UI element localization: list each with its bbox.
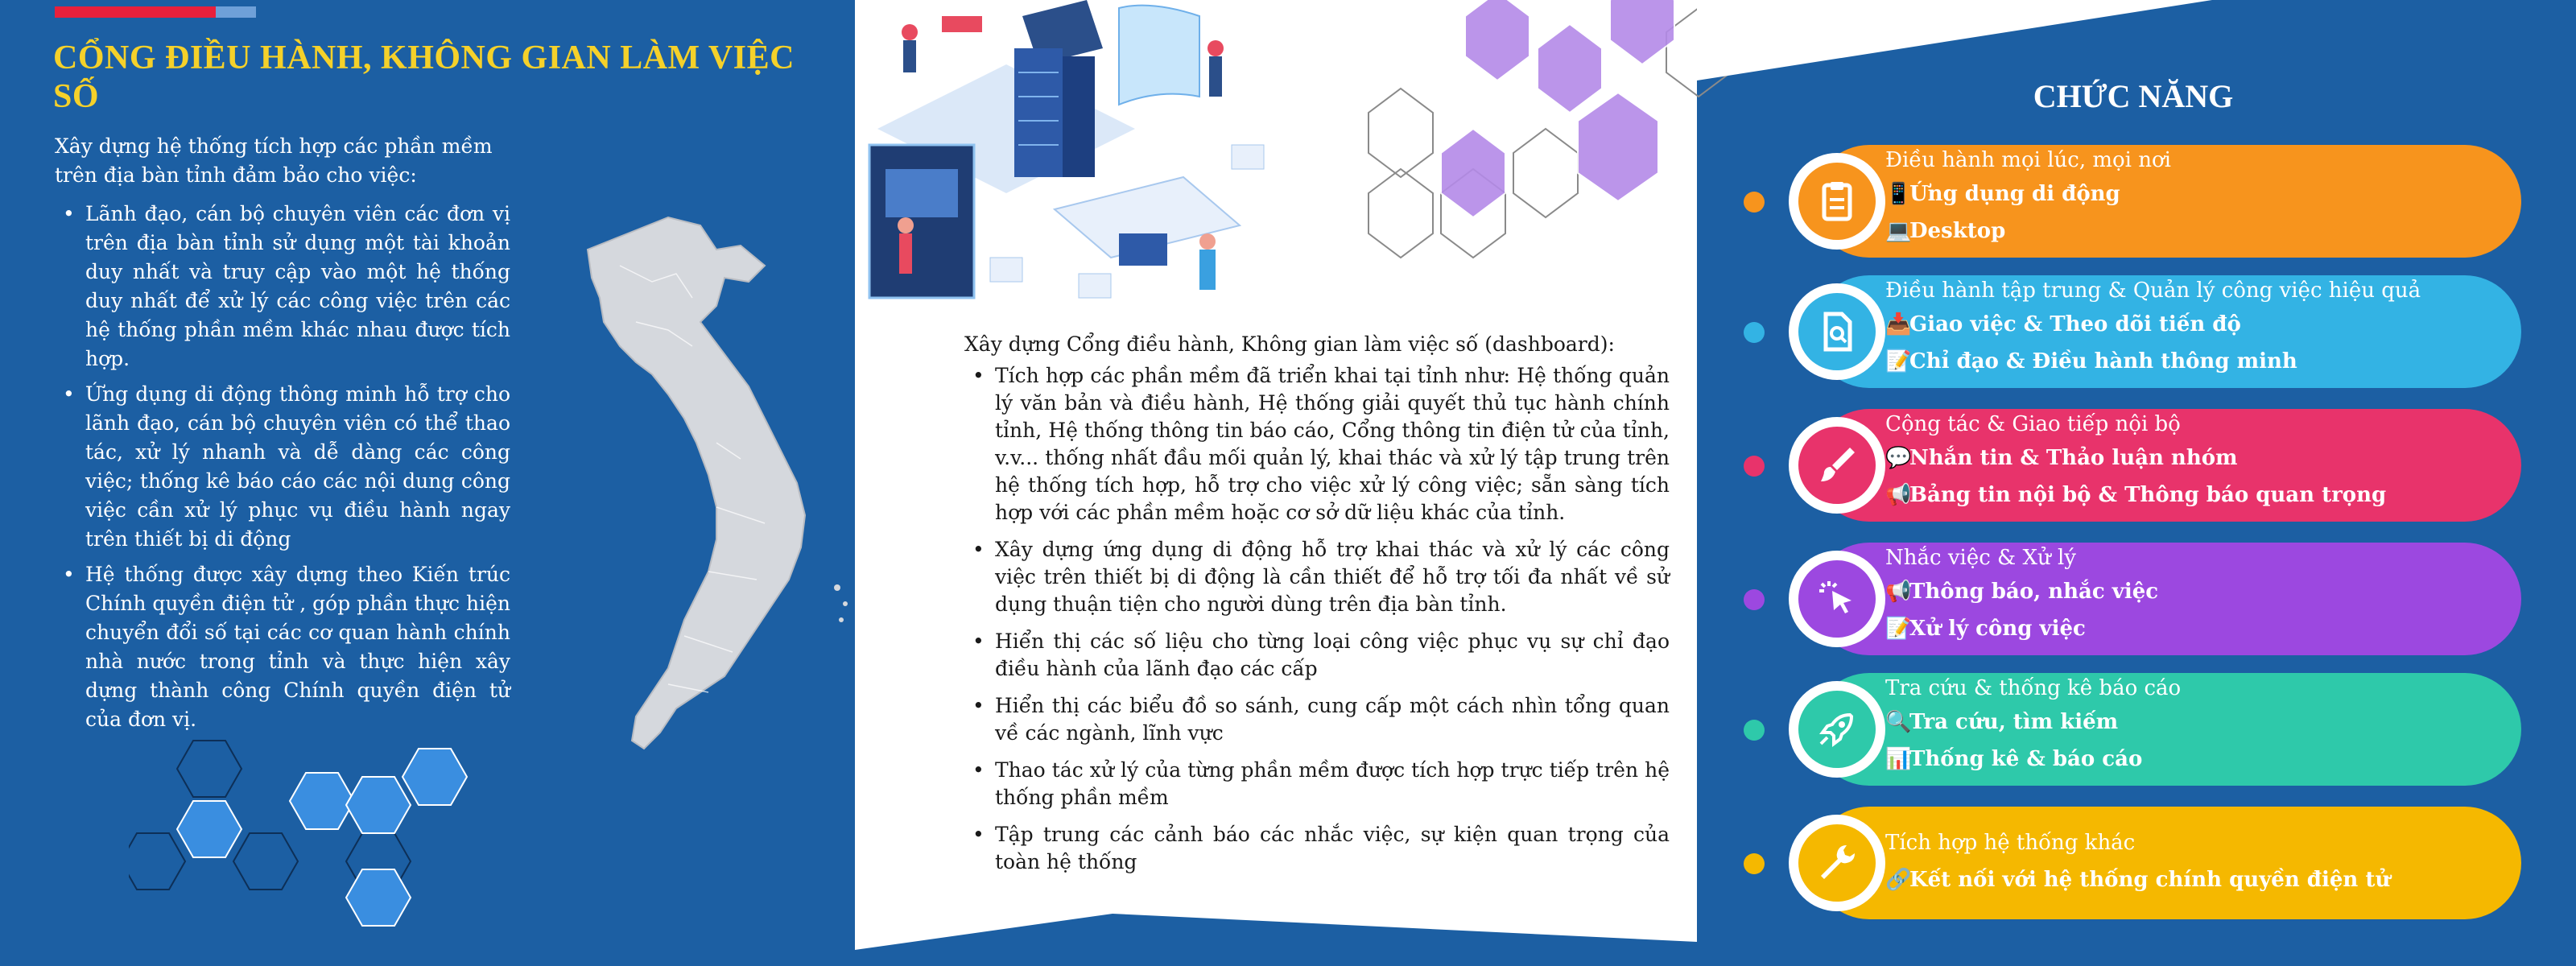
feature-card[interactable] xyxy=(1739,145,2528,258)
feature-card[interactable] xyxy=(1739,807,2528,919)
feature-dot xyxy=(1744,456,1765,477)
megaphone-icon: 📢 xyxy=(1885,483,1912,507)
feature-title: Tích hợp hệ thống khác xyxy=(1885,831,2136,855)
feature-title: Cộng tác & Giao tiếp nội bộ xyxy=(1885,412,2181,436)
middle-bullet: • Thao tác xử lý của từng phần mềm được tích hợp trực tiếp trên hệ thống phần mềm xyxy=(964,757,1670,811)
feature-icon-circle xyxy=(1789,417,1885,514)
feature-line: 📱Ứng dụng di động xyxy=(1885,182,2120,206)
feature-dot xyxy=(1744,853,1765,874)
middle-bullet: • Hiển thị các số liệu cho từng loại công việc phục vụ sự chỉ đạo điều hành của lãnh đạo các cấp xyxy=(964,628,1670,683)
wrench-icon xyxy=(1814,840,1860,886)
feature-icon-circle xyxy=(1789,283,1885,380)
brush-icon xyxy=(1814,443,1860,488)
feature-line: 🔍Tra cứu, tìm kiếm xyxy=(1885,710,2119,734)
document-search-icon xyxy=(1814,309,1860,354)
feature-title: Điều hành tập trung & Quản lý công việc hiệu quả xyxy=(1885,279,2421,303)
feature-title: Tra cứu & thống kê báo cáo xyxy=(1885,676,2182,700)
memo-icon: 📝 xyxy=(1885,349,1912,374)
middle-bullet-list xyxy=(964,362,1670,886)
feature-line: 📢Thông báo, nhắc việc xyxy=(1885,580,2159,604)
vietnam-map-illustration xyxy=(555,201,894,797)
feature-icon-circle xyxy=(1789,551,1885,647)
accent-bar xyxy=(55,6,216,18)
middle-bullet: • Tích hợp các phần mềm đã triển khai tại tỉnh như: Hệ thống quản lý văn bản và điều hành, Hệ thống giải quyết thủ tục hành chính tỉnh, Hệ thống thông tin báo cáo, Cổng thông tin điện tử của tỉnh, v.v... thống nhất đầu mối quản lý, khai thác và xử lý tập trung trên hệ thống tích hợp, hỗ trợ cho việc xử lý công việc; sẵn sàng tích hợp với các phần mềm hoặc cơ sở dữ liệu khác của tỉnh. xyxy=(964,362,1670,526)
feature-line: 🔗Kết nối với hệ thống chính quyền điện tử xyxy=(1885,868,2391,892)
mobile-phone-icon: 📱 xyxy=(1885,182,1912,206)
middle-bullet: • Hiển thị các biểu đồ so sánh, cung cấp một cách nhìn tổng quan về các ngành, lĩnh vực xyxy=(964,692,1670,747)
left-title: CỔNG ĐIỀU HÀNH, KHÔNG GIAN LÀM VIỆC SỐ xyxy=(53,39,795,115)
middle-bullet: • Xây dựng ứng dụng di động hỗ trợ khai thác và xử lý các công việc trên thiết bị di động là cần thiết để hỗ trợ tối đa nhất về sử dụng thuận tiện cho người dùng trên địa bàn tỉnh. xyxy=(964,536,1670,618)
speech-bubble-icon: 💬 xyxy=(1885,446,1912,470)
feature-line: 📢Bảng tin nội bộ & Thông báo quan trọng xyxy=(1885,483,2387,507)
hexagon-decoration xyxy=(129,724,612,934)
feature-line: 📝Xử lý công việc xyxy=(1885,617,2086,641)
feature-line: 📝Chỉ đạo & Điều hành thông minh xyxy=(1885,349,2297,374)
middle-intro: Xây dựng Cổng điều hành, Không gian làm việc số (dashboard): xyxy=(964,332,1615,356)
white-wedge-decoration xyxy=(1697,0,2576,80)
left-intro: Xây dựng hệ thống tích hợp các phần mềm trên địa bàn tỉnh đảm bảo cho việc: xyxy=(55,134,493,187)
feature-line: 💻Desktop xyxy=(1885,219,2006,243)
link-icon: 🔗 xyxy=(1885,868,1912,892)
features-title: CHỨC NĂNG xyxy=(2033,78,2234,114)
feature-title: Nhắc việc & Xử lý xyxy=(1885,546,2076,570)
middle-bullet: • Tập trung các cảnh báo các nhắc việc, sự kiện quan trọng của toàn hệ thống xyxy=(964,821,1670,876)
left-bullet-list xyxy=(55,200,510,741)
feature-line: 💬Nhắn tin & Thảo luận nhóm xyxy=(1885,446,2238,470)
clipboard-icon xyxy=(1814,179,1860,224)
left-bullet: • Lãnh đạo, cán bộ chuyên viên các đơn vị trên địa bàn tỉnh sử dụng một tài khoản duy nhất và truy cập vào một hệ thống duy nhất để xử lý các công việc trên các hệ thống phần mềm khác nhau được tích hợp. xyxy=(55,200,510,374)
feature-card[interactable] xyxy=(1739,275,2528,388)
feature-card[interactable] xyxy=(1739,409,2528,522)
left-bullet: • Ứng dụng di động thông minh hỗ trợ cho lãnh đạo, cán bộ chuyên viên có thể thao tác, xử lý nhanh và dễ dàng các công việc; thống kê báo cáo các nội dung công việc cần xử lý phục vụ điều hành ngay trên thiết bị di động xyxy=(55,380,510,554)
feature-icon-circle xyxy=(1789,153,1885,250)
cursor-click-icon xyxy=(1814,576,1860,621)
magnifier-icon: 🔍 xyxy=(1885,710,1912,734)
isometric-office-illustration xyxy=(861,0,1312,322)
feature-dot xyxy=(1744,720,1765,741)
megaphone-icon: 📢 xyxy=(1885,580,1912,604)
feature-line: 📊Thống kê & báo cáo xyxy=(1885,747,2143,771)
left-bullet: • Hệ thống được xây dựng theo Kiến trúc Chính quyền điện tử , góp phần thực hiện chuyển đổi số tại các cơ quan hành chính nhà nước trong tỉnh và thực hiện xây dựng thành công Chính quyền điện tử của đơn vị. xyxy=(55,560,510,734)
feature-pill xyxy=(1813,807,2521,919)
memo-icon: 📝 xyxy=(1885,617,1912,641)
inbox-icon: 📥 xyxy=(1885,312,1912,336)
feature-dot xyxy=(1744,322,1765,343)
feature-dot xyxy=(1744,192,1765,213)
bar-chart-icon: 📊 xyxy=(1885,747,1912,771)
feature-card[interactable] xyxy=(1739,673,2528,786)
feature-line: 📥Giao việc & Theo dõi tiến độ xyxy=(1885,312,2241,336)
laptop-icon: 💻 xyxy=(1885,219,1912,243)
feature-title: Điều hành mọi lúc, mọi nơi xyxy=(1885,148,2171,172)
rocket-icon xyxy=(1814,707,1860,752)
feature-dot xyxy=(1744,589,1765,610)
accent-bar-secondary xyxy=(216,6,256,18)
feature-card[interactable] xyxy=(1739,543,2528,655)
feature-icon-circle xyxy=(1789,681,1885,778)
feature-icon-circle xyxy=(1789,815,1885,911)
